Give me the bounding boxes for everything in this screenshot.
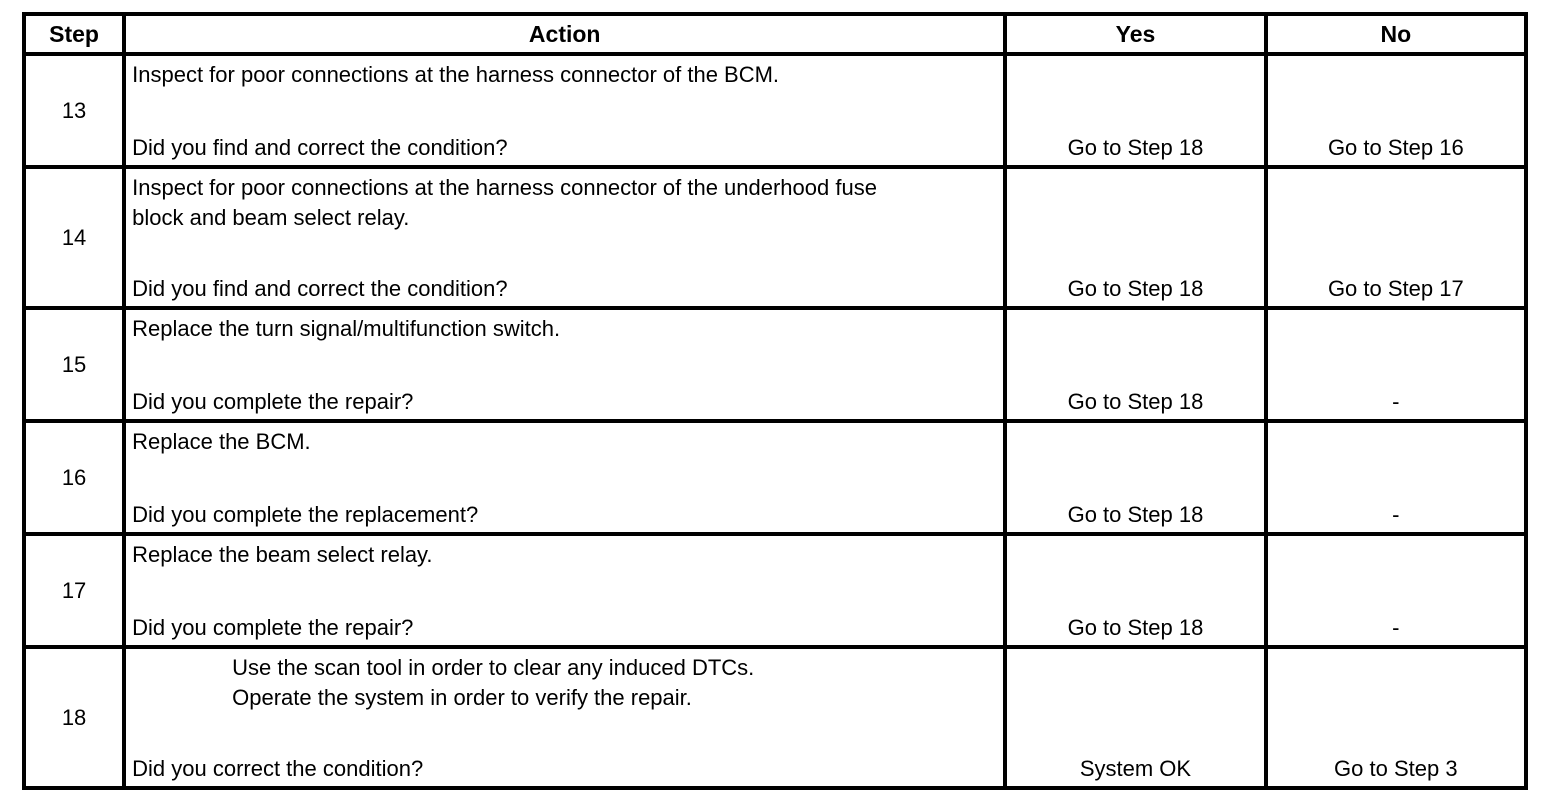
action-text [132, 540, 432, 570]
yes-result: Go to Step 18 [1005, 534, 1265, 647]
no-result: Go to Step 17 [1266, 167, 1526, 308]
no-result: - [1266, 421, 1526, 534]
action-text [132, 60, 779, 90]
yes-result: Go to Step 18 [1005, 421, 1265, 534]
table-row [24, 54, 1526, 167]
table-row [24, 308, 1526, 421]
table-row [24, 534, 1526, 647]
yes-result: Go to Step 18 [1005, 167, 1265, 308]
action-line: Use the scan tool in order to clear any induced DTCs. [232, 655, 755, 680]
table-row [24, 167, 1526, 308]
step-number: 13 [24, 54, 124, 167]
action-line: block and beam select relay. [132, 205, 410, 230]
no-result: Go to Step 3 [1266, 647, 1526, 788]
action-text [132, 653, 754, 713]
action-cell [124, 308, 1005, 421]
action-cell [124, 167, 1005, 308]
action-text [132, 173, 877, 233]
question-text: Did you correct the condition? [132, 756, 424, 781]
action-text [132, 427, 311, 457]
no-result: - [1266, 308, 1526, 421]
header-row [24, 14, 1526, 54]
header-step: Step [24, 14, 124, 54]
table-row [24, 647, 1526, 788]
action-cell [124, 54, 1005, 167]
question-text: Did you find and correct the condition? [132, 276, 508, 301]
no-result: Go to Step 16 [1266, 54, 1526, 167]
action-cell [124, 421, 1005, 534]
diagnostic-table [22, 12, 1528, 790]
header-action: Action [124, 14, 1005, 54]
action-line: Replace the turn signal/multifunction switch. [132, 316, 561, 341]
action-text [132, 314, 560, 344]
action-cell [124, 647, 1005, 788]
header-no: No [1266, 14, 1526, 54]
yes-result: System OK [1005, 647, 1265, 788]
question-text: Did you complete the repair? [132, 389, 414, 414]
table-row [24, 421, 1526, 534]
step-number: 18 [24, 647, 124, 788]
question-text: Did you complete the repair? [132, 615, 414, 640]
no-result: - [1266, 534, 1526, 647]
step-number: 16 [24, 421, 124, 534]
action-line: Operate the system in order to verify the repair. [232, 685, 692, 710]
step-number: 15 [24, 308, 124, 421]
step-number: 14 [24, 167, 124, 308]
action-line: Replace the beam select relay. [132, 542, 433, 567]
step-number: 17 [24, 534, 124, 647]
question-text: Did you find and correct the condition? [132, 135, 508, 160]
action-cell [124, 534, 1005, 647]
header-yes: Yes [1005, 14, 1265, 54]
yes-result: Go to Step 18 [1005, 54, 1265, 167]
action-line: Inspect for poor connections at the harness connector of the underhood fuse [132, 175, 877, 200]
question-text: Did you complete the replacement? [132, 502, 479, 527]
yes-result: Go to Step 18 [1005, 308, 1265, 421]
action-line: Inspect for poor connections at the harness connector of the BCM. [132, 62, 780, 87]
action-line: Replace the BCM. [132, 429, 311, 454]
